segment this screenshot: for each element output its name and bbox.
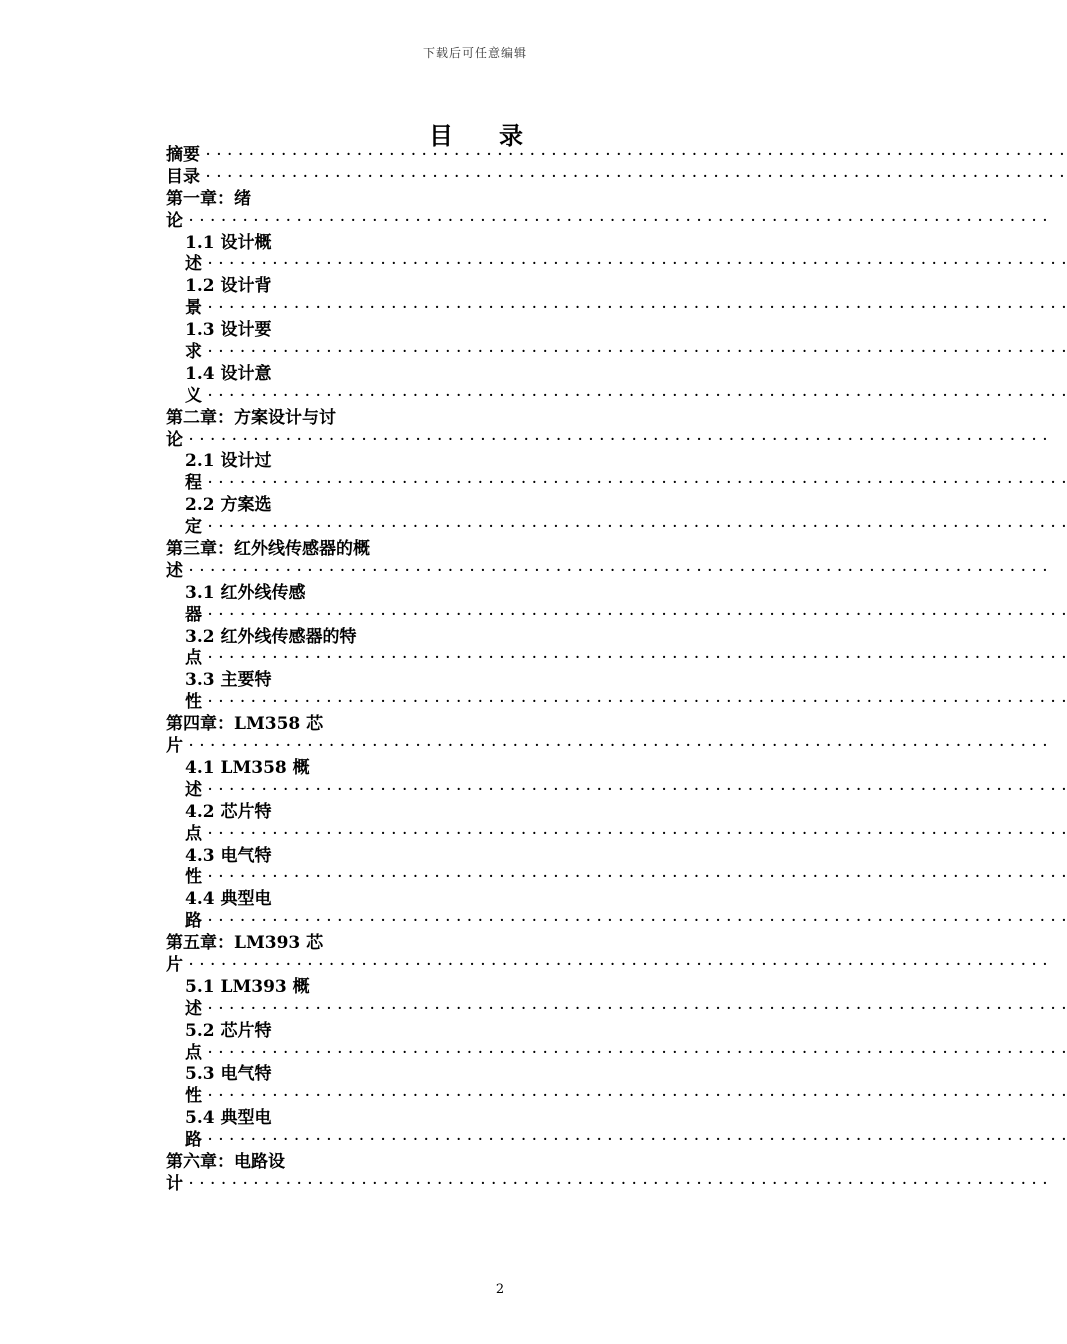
toc-entry-text: 片 [166, 736, 183, 757]
toc-entry-text: 性 [185, 867, 202, 888]
toc-entry-line [166, 604, 1067, 627]
toc-entry-text: 点 [185, 648, 202, 669]
toc-entry[interactable] [166, 451, 1067, 495]
toc-entry[interactable] [166, 166, 1065, 189]
dot-leader: · · · · · · · · · · · · · · · · · · · · · · · · · · · · · · · · · · · · · · · · · · · · · · · · · · · · · · · · · · · · · · · · · · · · · · · · · · · · · · · · [183, 210, 1048, 231]
toc-entry-text: 计 [166, 1173, 183, 1194]
toc-entry-line [166, 1130, 1067, 1152]
toc-entry-text: 1.1 设计概 [185, 232, 272, 253]
toc-entry-line [166, 254, 1067, 276]
toc-entry-line [166, 911, 1067, 933]
toc-entry-text: 第五章：LM393 芯 [166, 933, 324, 954]
toc-entry-text: 述 [166, 560, 183, 581]
toc-entry-line [166, 342, 1067, 364]
toc-entry[interactable] [166, 1064, 1067, 1108]
toc-entry-line [166, 692, 1067, 714]
toc-entry-line [166, 495, 826, 517]
toc-entry-line [166, 802, 826, 824]
toc-entry-text: 2.2 方案选 [185, 495, 272, 516]
toc-entry[interactable] [166, 801, 1067, 846]
toc-entry-line [166, 385, 1067, 408]
toc-entry-text: 述 [185, 254, 202, 275]
toc-entry[interactable] [166, 889, 1067, 933]
toc-entry-text: 求 [185, 342, 202, 363]
toc-entry-line [166, 1042, 1067, 1065]
toc-entry-text: 3.2 红外线传感器的特 [185, 626, 357, 647]
toc-entry-line [166, 189, 826, 211]
toc-entry-line [166, 145, 1065, 167]
toc-entry-text: 3.1 红外线传感 [185, 582, 306, 603]
toc-entry-text: 点 [185, 1042, 202, 1063]
toc-entry-line [166, 320, 826, 342]
toc-entry-line [166, 954, 1048, 977]
toc-entry[interactable] [166, 232, 1067, 277]
dot-leader: · · · · · · · · · · · · · · · · · · · · · · · · · · · · · · · · · · · · · · · · · · · · · · · · · · · · · · · · · · · · · · · · · · · · · · · · · · · · · · · · [202, 823, 1067, 844]
dot-leader: · · · · · · · · · · · · · · · · · · · · · · · · · · · · · · · · · · · · · · · · · · · · · · · · · · · · · · · · · · · · · · · · · · · · · · · · · · · · · · · · [200, 145, 1065, 165]
toc-entry-text: 5.2 芯片特 [185, 1020, 272, 1041]
toc-entry-text: 程 [185, 473, 202, 494]
toc-entry-line [166, 758, 826, 780]
toc-entry[interactable] [166, 1020, 1067, 1065]
toc-entry-line [166, 408, 826, 430]
toc-entry-text: 2.1 设计过 [185, 451, 272, 472]
toc-entry-line [166, 298, 1067, 320]
toc-entry[interactable] [166, 582, 1067, 627]
toc-entry[interactable] [166, 1108, 1067, 1152]
toc-entry-text: 论 [166, 429, 183, 450]
toc-entry-line [166, 846, 826, 868]
toc-entry-line [166, 1173, 1048, 1196]
toc-entry[interactable] [166, 626, 1067, 671]
toc-entry-text: 1.3 设计要 [185, 320, 272, 341]
dot-leader: · · · · · · · · · · · · · · · · · · · · · · · · · · · · · · · · · · · · · · · · · · · · · · · · · · · · · · · · · · · · · · · · · · · · · · · · · · · · · · · · [183, 736, 1048, 757]
toc-entry[interactable] [166, 1151, 1048, 1196]
toc-entry-line [166, 517, 1067, 539]
toc-entry-line [166, 1152, 826, 1174]
page-title: 目录 [429, 121, 569, 150]
toc-entry[interactable] [166, 976, 1067, 1021]
toc-entry-text: 第四章：LM358 芯 [166, 714, 324, 735]
toc-entry-line [166, 627, 826, 649]
toc-entry-text: 1.2 设计背 [185, 276, 272, 297]
toc-entry-text: 性 [185, 692, 202, 713]
toc-entry-text: 5.4 典型电 [185, 1108, 272, 1129]
toc-entry-line [166, 233, 826, 255]
dot-leader: · · · · · · · · · · · · · · · · · · · · · · · · · · · · · · · · · · · · · · · · · · · · · · · · · · · · · · · · · · · · · · · · · · · · · · · · · · · · · · · · [202, 254, 1067, 275]
toc-entry-text: 述 [185, 998, 202, 1019]
toc-entry-line [166, 779, 1067, 802]
toc-entry-text: 景 [185, 298, 202, 319]
toc-entry-line [166, 429, 1048, 452]
dot-leader: · · · · · · · · · · · · · · · · · · · · · · · · · · · · · · · · · · · · · · · · · · · · · · · · · · · · · · · · · · · · · · · · · · · · · · · · · · · · · · · · [202, 1086, 1067, 1107]
toc-entry-text: 器 [185, 604, 202, 625]
dot-leader: · · · · · · · · · · · · · · · · · · · · · · · · · · · · · · · · · · · · · · · · · · · · · · · · · · · · · · · · · · · · · · · · · · · · · · · · · · · · · · · · [202, 692, 1067, 713]
dot-leader: · · · · · · · · · · · · · · · · · · · · · · · · · · · · · · · · · · · · · · · · · · · · · · · · · · · · · · · · · · · · · · · · · · · · · · · · · · · · · · · · [202, 298, 1067, 319]
toc-entry[interactable] [166, 363, 1067, 408]
dot-leader: · · · · · · · · · · · · · · · · · · · · · · · · · · · · · · · · · · · · · · · · · · · · · · · · · · · · · · · · · · · · · · · · · · · · · · · · · · · · · · · · [202, 867, 1067, 888]
toc-entry-text: 义 [185, 385, 202, 406]
toc-entry-text: 述 [185, 779, 202, 800]
toc-entry-text: 1.4 设计意 [185, 363, 272, 384]
toc-entry[interactable] [166, 714, 1048, 758]
toc-entry-line [166, 933, 826, 955]
toc-entry[interactable] [166, 845, 1067, 890]
toc-entry[interactable] [166, 145, 1065, 167]
toc-entry-text: 论 [166, 210, 183, 231]
dot-leader: · · · · · · · · · · · · · · · · · · · · · · · · · · · · · · · · · · · · · · · · · · · · · · · · · · · · · · · · · · · · · · · · · · · · · · · · · · · · · · · · [202, 998, 1067, 1019]
toc-entry-line [166, 364, 826, 386]
toc-entry-text: 5.3 电气特 [185, 1064, 272, 1085]
toc-entry-text: 5.1 LM393 概 [185, 976, 310, 997]
table-of-contents [166, 145, 1067, 1196]
dot-leader: · · · · · · · · · · · · · · · · · · · · · · · · · · · · · · · · · · · · · · · · · · · · · · · · · · · · · · · · · · · · · · · · · · · · · · · · · · · · · · · · [202, 648, 1067, 669]
toc-entry-line [166, 473, 1067, 495]
toc-entry[interactable] [166, 276, 1067, 320]
toc-entry-line [166, 867, 1067, 889]
toc-entry[interactable] [166, 320, 1067, 364]
toc-entry-line [166, 736, 1048, 758]
toc-entry-text: 4.1 LM358 概 [185, 757, 310, 778]
toc-entry-text: 第二章：方案设计与讨 [166, 407, 336, 428]
toc-entry-text: 目录 [166, 166, 200, 187]
toc-entry-text: 4.2 芯片特 [185, 801, 272, 822]
toc-entry-text: 第一章：绪 [166, 188, 251, 209]
toc-entry-line [166, 560, 1048, 583]
toc-entry[interactable] [166, 670, 1067, 714]
toc-entry-line [166, 823, 1067, 846]
header-note: 下载后可任意编辑 [422, 46, 527, 60]
dot-leader: · · · · · · · · · · · · · · · · · · · · · · · · · · · · · · · · · · · · · · · · · · · · · · · · · · · · · · · · · · · · · · · · · · · · · · · · · · · · · · · · [200, 166, 1065, 187]
dot-leader: · · · · · · · · · · · · · · · · · · · · · · · · · · · · · · · · · · · · · · · · · · · · · · · · · · · · · · · · · · · · · · · · · · · · · · · · · · · · · · · · [202, 1130, 1067, 1151]
toc-entry-text: 路 [185, 1130, 202, 1151]
toc-entry-line [166, 1021, 826, 1043]
page-number: 2 [495, 1282, 505, 1297]
toc-entry-line [166, 714, 826, 736]
toc-entry-line [166, 276, 826, 298]
toc-entry-text: 第三章：红外线传感器的概 [166, 539, 370, 560]
toc-entry-text: 4.3 电气特 [185, 845, 272, 866]
toc-entry[interactable] [166, 188, 1048, 233]
toc-entry-text: 点 [185, 823, 202, 844]
dot-leader: · · · · · · · · · · · · · · · · · · · · · · · · · · · · · · · · · · · · · · · · · · · · · · · · · · · · · · · · · · · · · · · · · · · · · · · · · · · · · · · · [183, 429, 1048, 450]
toc-entry-line [166, 1108, 826, 1130]
toc-entry-line [166, 539, 826, 561]
toc-entry-line [166, 451, 826, 473]
toc-entry-text: 第六章：电路设 [166, 1151, 285, 1172]
toc-entry[interactable] [166, 933, 1048, 977]
dot-leader: · · · · · · · · · · · · · · · · · · · · · · · · · · · · · · · · · · · · · · · · · · · · · · · · · · · · · · · · · · · · · · · · · · · · · · · · · · · · · · · · [202, 342, 1067, 363]
toc-entry-text: 片 [166, 954, 183, 975]
dot-leader: · · · · · · · · · · · · · · · · · · · · · · · · · · · · · · · · · · · · · · · · · · · · · · · · · · · · · · · · · · · · · · · · · · · · · · · · · · · · · · · · [202, 385, 1067, 406]
dot-leader: · · · · · · · · · · · · · · · · · · · · · · · · · · · · · · · · · · · · · · · · · · · · · · · · · · · · · · · · · · · · · · · · · · · · · · · · · · · · · · · · [202, 473, 1067, 494]
toc-entry-text: 路 [185, 911, 202, 932]
toc-entry[interactable] [166, 495, 1067, 539]
toc-entry-line [166, 889, 826, 911]
toc-entry[interactable] [166, 757, 1067, 802]
toc-entry[interactable] [166, 407, 1048, 452]
toc-entry-line [166, 998, 1067, 1021]
dot-leader: · · · · · · · · · · · · · · · · · · · · · · · · · · · · · · · · · · · · · · · · · · · · · · · · · · · · · · · · · · · · · · · · · · · · · · · · · · · · · · · · [183, 954, 1048, 975]
dot-leader: · · · · · · · · · · · · · · · · · · · · · · · · · · · · · · · · · · · · · · · · · · · · · · · · · · · · · · · · · · · · · · · · · · · · · · · · · · · · · · · · [183, 1173, 1048, 1194]
toc-entry-text: 摘要 [166, 145, 200, 165]
toc-entry-line [166, 210, 1048, 233]
toc-entry-line [166, 1086, 1067, 1108]
toc-entry-text: 定 [185, 517, 202, 538]
dot-leader: · · · · · · · · · · · · · · · · · · · · · · · · · · · · · · · · · · · · · · · · · · · · · · · · · · · · · · · · · · · · · · · · · · · · · · · · · · · · · · · · [183, 560, 1048, 581]
toc-entry-line [166, 977, 826, 999]
toc-entry-text: 4.4 典型电 [185, 889, 272, 910]
toc-entry-line [166, 583, 826, 605]
dot-leader: · · · · · · · · · · · · · · · · · · · · · · · · · · · · · · · · · · · · · · · · · · · · · · · · · · · · · · · · · · · · · · · · · · · · · · · · · · · · · · · · [202, 1042, 1067, 1063]
dot-leader: · · · · · · · · · · · · · · · · · · · · · · · · · · · · · · · · · · · · · · · · · · · · · · · · · · · · · · · · · · · · · · · · · · · · · · · · · · · · · · · · [202, 604, 1067, 625]
dot-leader: · · · · · · · · · · · · · · · · · · · · · · · · · · · · · · · · · · · · · · · · · · · · · · · · · · · · · · · · · · · · · · · · · · · · · · · · · · · · · · · · [202, 779, 1067, 800]
toc-entry-text: 3.3 主要特 [185, 670, 272, 691]
toc-entry-text: 性 [185, 1086, 202, 1107]
dot-leader: · · · · · · · · · · · · · · · · · · · · · · · · · · · · · · · · · · · · · · · · · · · · · · · · · · · · · · · · · · · · · · · · · · · · · · · · · · · · · · · · [202, 911, 1067, 932]
toc-entry-line [166, 1064, 826, 1086]
dot-leader: · · · · · · · · · · · · · · · · · · · · · · · · · · · · · · · · · · · · · · · · · · · · · · · · · · · · · · · · · · · · · · · · · · · · · · · · · · · · · · · · [202, 517, 1067, 538]
toc-entry-line [166, 166, 1065, 189]
toc-entry-line [166, 648, 1067, 670]
toc-entry-line [166, 670, 826, 692]
toc-entry[interactable] [166, 539, 1048, 583]
